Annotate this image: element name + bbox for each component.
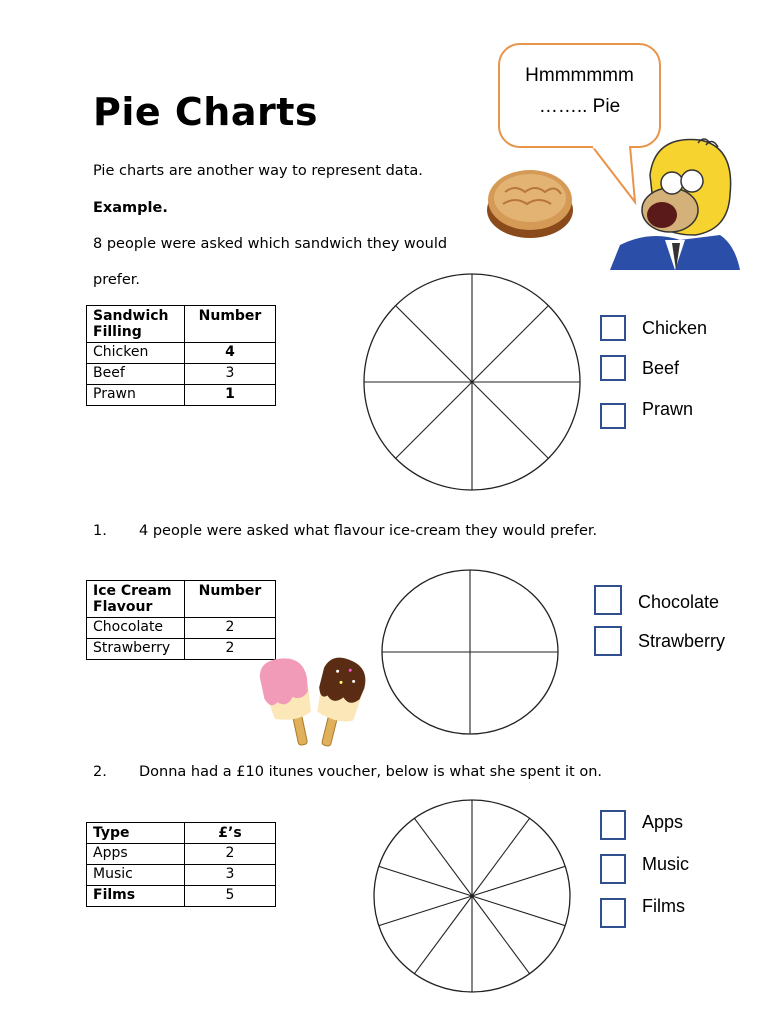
key-item xyxy=(594,585,719,615)
key-item xyxy=(600,810,683,840)
table-cell: 2 xyxy=(185,618,276,639)
key-label: Apps xyxy=(642,811,684,832)
key-item xyxy=(600,355,679,381)
example-text-line2: prefer. xyxy=(93,272,141,288)
key-item xyxy=(594,626,725,656)
key-label: Beef xyxy=(642,357,680,378)
table-header-row xyxy=(87,306,276,343)
table-row xyxy=(87,385,276,406)
page-title: Pie Charts xyxy=(93,90,318,134)
key-item xyxy=(600,854,689,884)
key-label: Music xyxy=(642,853,690,874)
key-checkbox[interactable] xyxy=(600,355,626,381)
key-label: Prawn xyxy=(642,398,694,419)
table-cell: 3 xyxy=(185,865,276,886)
key-label: Chocolate xyxy=(638,591,720,612)
question-1-text: 4 people were asked what flavour ice-cream they would prefer. xyxy=(139,523,598,539)
table-cell: Beef xyxy=(87,364,185,385)
intro-text: Pie charts are another way to represent data. xyxy=(93,163,423,179)
key-label: Chicken xyxy=(642,317,708,338)
table-cell: 5 xyxy=(185,886,276,907)
blank-pie-chart-8 xyxy=(362,272,582,492)
key-checkbox[interactable] xyxy=(594,585,622,615)
question-2-text: Donna had a £10 itunes voucher, below is what she spent it on. xyxy=(139,764,603,780)
table-row xyxy=(87,343,276,364)
key-item xyxy=(600,315,707,341)
key-label: Films xyxy=(642,895,685,916)
example-text-line1: 8 people were asked which sandwich they would xyxy=(93,236,448,252)
key-checkbox[interactable] xyxy=(600,854,626,884)
speech-bubble xyxy=(498,43,661,148)
itunes-spending-table xyxy=(86,822,276,907)
key-item xyxy=(600,398,694,429)
table-cell: 4 xyxy=(185,343,276,364)
ice-cream-table xyxy=(86,580,276,660)
table-cell: Chicken xyxy=(87,343,185,364)
table-row xyxy=(87,639,276,660)
sandwich-table xyxy=(86,305,276,406)
table-row xyxy=(87,886,276,907)
key-checkbox[interactable] xyxy=(600,315,626,341)
table-header: Number xyxy=(185,581,276,618)
table-header-row xyxy=(87,581,276,618)
table-row xyxy=(87,364,276,385)
key-checkbox[interactable] xyxy=(600,810,626,840)
table-cell: 1 xyxy=(185,385,276,406)
table-row xyxy=(87,865,276,886)
speech-bubble-line1: Hmmmmmm xyxy=(525,65,634,86)
table-header: £’s xyxy=(185,823,276,844)
table-row xyxy=(87,844,276,865)
key-checkbox[interactable] xyxy=(600,898,626,928)
table-header: Number xyxy=(185,306,276,343)
table-header: Type xyxy=(87,823,185,844)
table-header: Sandwich Filling xyxy=(87,306,185,343)
question-2-number: 2. xyxy=(93,764,107,780)
table-cell: Chocolate xyxy=(87,618,185,639)
table-row xyxy=(87,618,276,639)
table-cell: Music xyxy=(87,865,185,886)
homer-simpson-image xyxy=(610,135,740,270)
pie-image xyxy=(485,160,575,242)
table-cell: 2 xyxy=(185,844,276,865)
table-cell: Prawn xyxy=(87,385,185,406)
speech-bubble-line2: …….. Pie xyxy=(538,96,621,117)
key-checkbox[interactable] xyxy=(600,403,626,429)
table-header: Ice Cream Flavour xyxy=(87,581,185,618)
table-cell: 2 xyxy=(185,639,276,660)
table-cell: Apps xyxy=(87,844,185,865)
table-cell: 3 xyxy=(185,364,276,385)
ice-cream-image xyxy=(252,655,377,755)
key-label: Strawberry xyxy=(638,630,726,651)
example-label: Example. xyxy=(93,200,168,216)
table-cell: Strawberry xyxy=(87,639,185,660)
table-header-row xyxy=(87,823,276,844)
blank-pie-chart-4 xyxy=(380,568,560,736)
table-cell: Films xyxy=(87,886,185,907)
key-item xyxy=(600,895,685,928)
blank-pie-chart-10 xyxy=(372,798,572,994)
question-1-number: 1. xyxy=(93,523,107,539)
key-checkbox[interactable] xyxy=(594,626,622,656)
